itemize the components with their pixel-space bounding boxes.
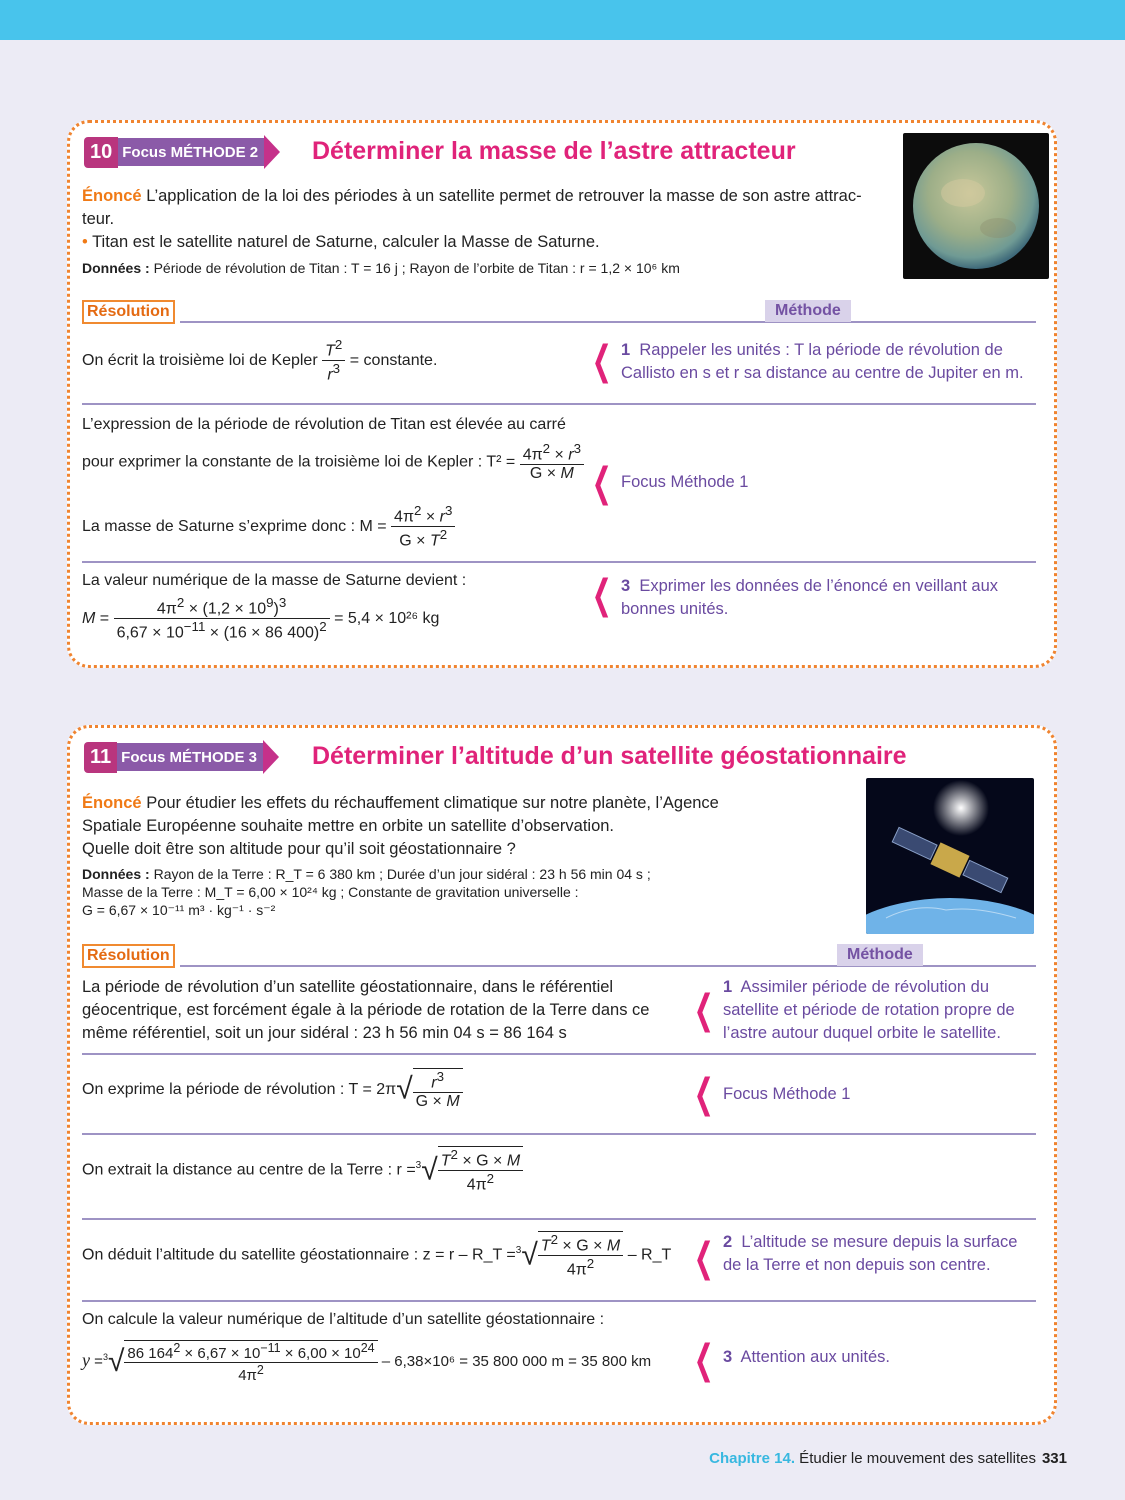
divider: [82, 1300, 1036, 1302]
step-2-text-3: La masse de Saturne s’exprime donc : M =: [82, 518, 387, 536]
step-2: [82, 1068, 463, 1111]
note-1: [621, 339, 1051, 385]
section-title: Déterminer l’altitude d’un satellite géostationnaire: [312, 742, 907, 770]
step-2-line-1: L’expression de la période de révolution de Titan est élevée au carré: [82, 416, 566, 433]
divider: [180, 321, 1036, 323]
note-4-text-2: de la Terre et non depuis son centre.: [723, 1256, 991, 1274]
step-3-calc: M = $\frac{4\pi^2 \times (1,2 \times 10^9)^3}{6,67 \times 10^{-11} \times (16 \times 86 400)^2}$ = 5,4 × 10²⁶ kg: [82, 595, 440, 642]
chapter-title: Étudier le mouvement des satellites: [795, 1450, 1036, 1467]
enonce: [82, 185, 892, 254]
numeric-fraction: $\frac{4\pi^2 \times (1,2 \times 10^9)^3}{6,67 \times 10^{-11} \times (16 \times 86 400)^2}$: [114, 595, 330, 643]
step-4: On déduit l’altitude du satellite géostationnaire : z = r – R_T =$^3$√ $\frac{T^2 \times G \times M}{4\pi^2}$ – R_T: [82, 1232, 672, 1279]
bullet-icon: •: [82, 233, 88, 251]
satellite-photo: [866, 778, 1034, 934]
chevron-left-icon: ❮: [693, 1337, 714, 1383]
chevron-left-icon: ❮: [591, 338, 612, 384]
step-1-line-1: La période de révolution d’un satellite géostationnaire, dans le référentiel: [82, 978, 614, 996]
page-footer: [709, 1450, 1067, 1467]
badge-arrow-icon: [263, 740, 279, 774]
section-badge: [84, 740, 279, 774]
note-4-num: 2: [723, 1233, 733, 1251]
cbrt-body: $\frac{86 164^2 \times 6,67 \times 10^{-11} \times 6,00 \times 10^{24}}{4\pi^2}$: [124, 1340, 377, 1384]
methode-label: Méthode: [837, 944, 923, 966]
enonce-line-1: Pour étudier les effets du réchauffement climatique sur notre planète, l’Agence: [141, 794, 719, 812]
titan-photo: [903, 133, 1049, 279]
badge-label: Focus MÉTHODE 2: [118, 138, 264, 166]
section-badge: [84, 135, 280, 169]
kepler-fraction: $\frac{T^2}{r^3}$: [322, 337, 345, 385]
chevron-left-icon: ❮: [693, 987, 714, 1033]
donnees-key: Données :: [82, 866, 150, 882]
note-3-text-2: bonnes unités.: [621, 600, 729, 618]
step-2-text: On exprime la période de révolution : T = 2π: [82, 1080, 397, 1098]
enonce-key: Énoncé: [82, 187, 142, 205]
note-1-text-3: l’astre autour duquel orbite le satellite.: [723, 1024, 1001, 1042]
resolution-label: Résolution: [82, 300, 175, 324]
enonce-line-2: Spatiale Européenne souhaite mettre en orbite un satellite d’observation.: [82, 817, 615, 835]
note-1-text-2: Callisto en s et r sa distance au centre de Jupiter en m.: [621, 364, 1024, 382]
note-2: Focus Méthode 1: [621, 473, 749, 491]
note-4: [723, 1231, 1053, 1277]
step-2-line-2: [82, 441, 584, 483]
note-1-text-2: satellite et période de rotation propre de: [723, 1001, 1015, 1019]
chevron-left-icon: ❮: [693, 1071, 714, 1117]
step-1: [82, 337, 437, 385]
step-5-line-1: On calcule la valeur numérique de l’altitude d’un satellite géostationnaire :: [82, 1311, 605, 1328]
chevron-left-icon: ❮: [693, 1235, 714, 1281]
page-number: 331: [1041, 1450, 1067, 1467]
step-4-tail: – R_T: [627, 1246, 672, 1264]
note-1-text: Rappeler les unités : T la période de révolution de: [639, 341, 1003, 359]
note-1: [723, 976, 1053, 1045]
note-2: Focus Méthode 1: [723, 1085, 851, 1103]
divider: [82, 561, 1036, 563]
note-1-num: 1: [723, 978, 733, 996]
note-5: [723, 1346, 890, 1369]
step-5-calc: y =$^3$√ $\frac{86 164^2 \times 6,67 \times 10^{-11} \times 6,00 \times 10^{24}}{4\pi^2}$ – 6,38×10⁶ = 35 800 000 m = 35 800 km: [82, 1341, 652, 1384]
enonce-key: Énoncé: [82, 794, 142, 812]
divider: [82, 1053, 1036, 1055]
cbrt-body: $\frac{T^2 \times G \times M}{4\pi^2}$: [538, 1231, 623, 1280]
donnees: [82, 865, 862, 919]
methode-label: Méthode: [765, 300, 851, 322]
donnees: [82, 259, 892, 277]
badge-arrow-icon: [264, 135, 280, 169]
resolution-label: Résolution: [82, 944, 175, 968]
cbrt-icon: √: [107, 1345, 125, 1378]
note-1-num: 1: [621, 341, 631, 359]
enonce: [82, 792, 862, 861]
divider: [82, 403, 1036, 405]
divider: [82, 1218, 1036, 1220]
enonce-line-3: Quelle doit être son altitude pour qu’il soit géostationnaire ?: [82, 840, 516, 858]
step-3-text: On extrait la distance au centre de la Terre : r =: [82, 1161, 416, 1179]
note-5-text: Attention aux unités.: [740, 1348, 890, 1366]
badge-label: Focus MÉTHODE 3: [117, 743, 263, 771]
satellite-image: [866, 778, 1034, 934]
chevron-left-icon: ❮: [591, 460, 612, 506]
note-5-num: 3: [723, 1348, 733, 1366]
divider: [82, 1133, 1036, 1135]
step-1-eq: = constante.: [349, 352, 438, 370]
step-2-text: pour exprimer la constante de la troisième loi de Kepler : T² =: [82, 453, 516, 471]
step-2-line-3: [82, 503, 455, 551]
focus-methode-2-card: [67, 120, 1057, 668]
step-1: [82, 976, 680, 1045]
step-1-text: On écrit la troisième loi de Kepler: [82, 352, 318, 370]
donnees-line-1: Rayon de la Terre : R_T = 6 380 km ; Durée d’un jour sidéral : 23 h 56 min 04 s ;: [149, 866, 651, 882]
cbrt-icon: √: [521, 1238, 538, 1272]
note-3: [621, 575, 1051, 621]
bullet-text: Titan est le satellite naturel de Saturne, calculer la Masse de Saturne.: [92, 233, 600, 251]
sqrt-icon: √: [396, 1072, 413, 1106]
step-1-line-2: géocentrique, est forcément égale à la période de rotation de la Terre dans ce: [82, 1001, 650, 1019]
note-4-text: L’altitude se mesure depuis la surface: [741, 1233, 1018, 1251]
step-5-result: – 6,38×10⁶ = 35 800 000 m = 35 800 km: [381, 1352, 652, 1370]
section-title: Déterminer la masse de l’astre attracteur: [312, 137, 796, 165]
badge-number: 10: [84, 137, 118, 168]
t2-fraction: $\frac{4\pi^2 \times r^3}{G \times M}$: [520, 441, 584, 483]
step-3: On extrait la distance au centre de la Terre : r =$^3$√ $\frac{T^2 \times G \times M}{4\pi^2}$: [82, 1146, 523, 1195]
step-3-line-1: La valeur numérique de la masse de Saturne devient :: [82, 572, 467, 589]
step-1-line-3: même référentiel, soit un jour sidéral : 23 h 56 min 04 s = 86 164 s: [82, 1024, 567, 1042]
donnees-line-2: Masse de la Terre : M_T = 6,00 × 10²⁴ kg ; Constante de gravitation universelle :: [82, 884, 579, 900]
donnees-key: Données :: [82, 260, 150, 276]
sqrt-body: $\frac{r^3}{G \times M}$: [413, 1068, 463, 1111]
cbrt-body: $\frac{T^2 \times G \times M}{4\pi^2}$: [438, 1146, 523, 1195]
mass-fraction: $\frac{4\pi^2 \times r^3}{G \times T^2}$: [391, 503, 455, 551]
note-1-text: Assimiler période de révolution du: [740, 978, 990, 996]
cbrt-icon: √: [421, 1153, 438, 1187]
donnees-line-3: G = 6,67 × 10⁻¹¹ m³ · kg⁻¹ · s⁻²: [82, 902, 276, 918]
badge-number: 11: [84, 742, 117, 773]
step-4-text: On déduit l’altitude du satellite géostationnaire : z = r – R_T =: [82, 1246, 516, 1264]
titan-image: [903, 133, 1049, 279]
enonce-text-2: teur.: [82, 210, 115, 228]
chapter-label: Chapitre 14.: [709, 1450, 796, 1467]
top-color-band: [0, 0, 1125, 40]
step-3-result: = 5,4 × 10²⁶ kg: [334, 610, 440, 628]
note-3-text: Exprimer les données de l’énoncé en veillant aux: [639, 577, 998, 595]
chevron-left-icon: ❮: [591, 572, 612, 618]
focus-methode-3-card: [67, 725, 1057, 1425]
donnees-text: Période de révolution de Titan : T = 16 j ; Rayon de l’orbite de Titan : r = 1,2 × 10⁶ km: [149, 260, 680, 276]
enonce-text: L’application de la loi des périodes à un satellite permet de retrouver la masse de son astre attrac-: [141, 187, 862, 205]
note-3-num: 3: [621, 577, 631, 595]
